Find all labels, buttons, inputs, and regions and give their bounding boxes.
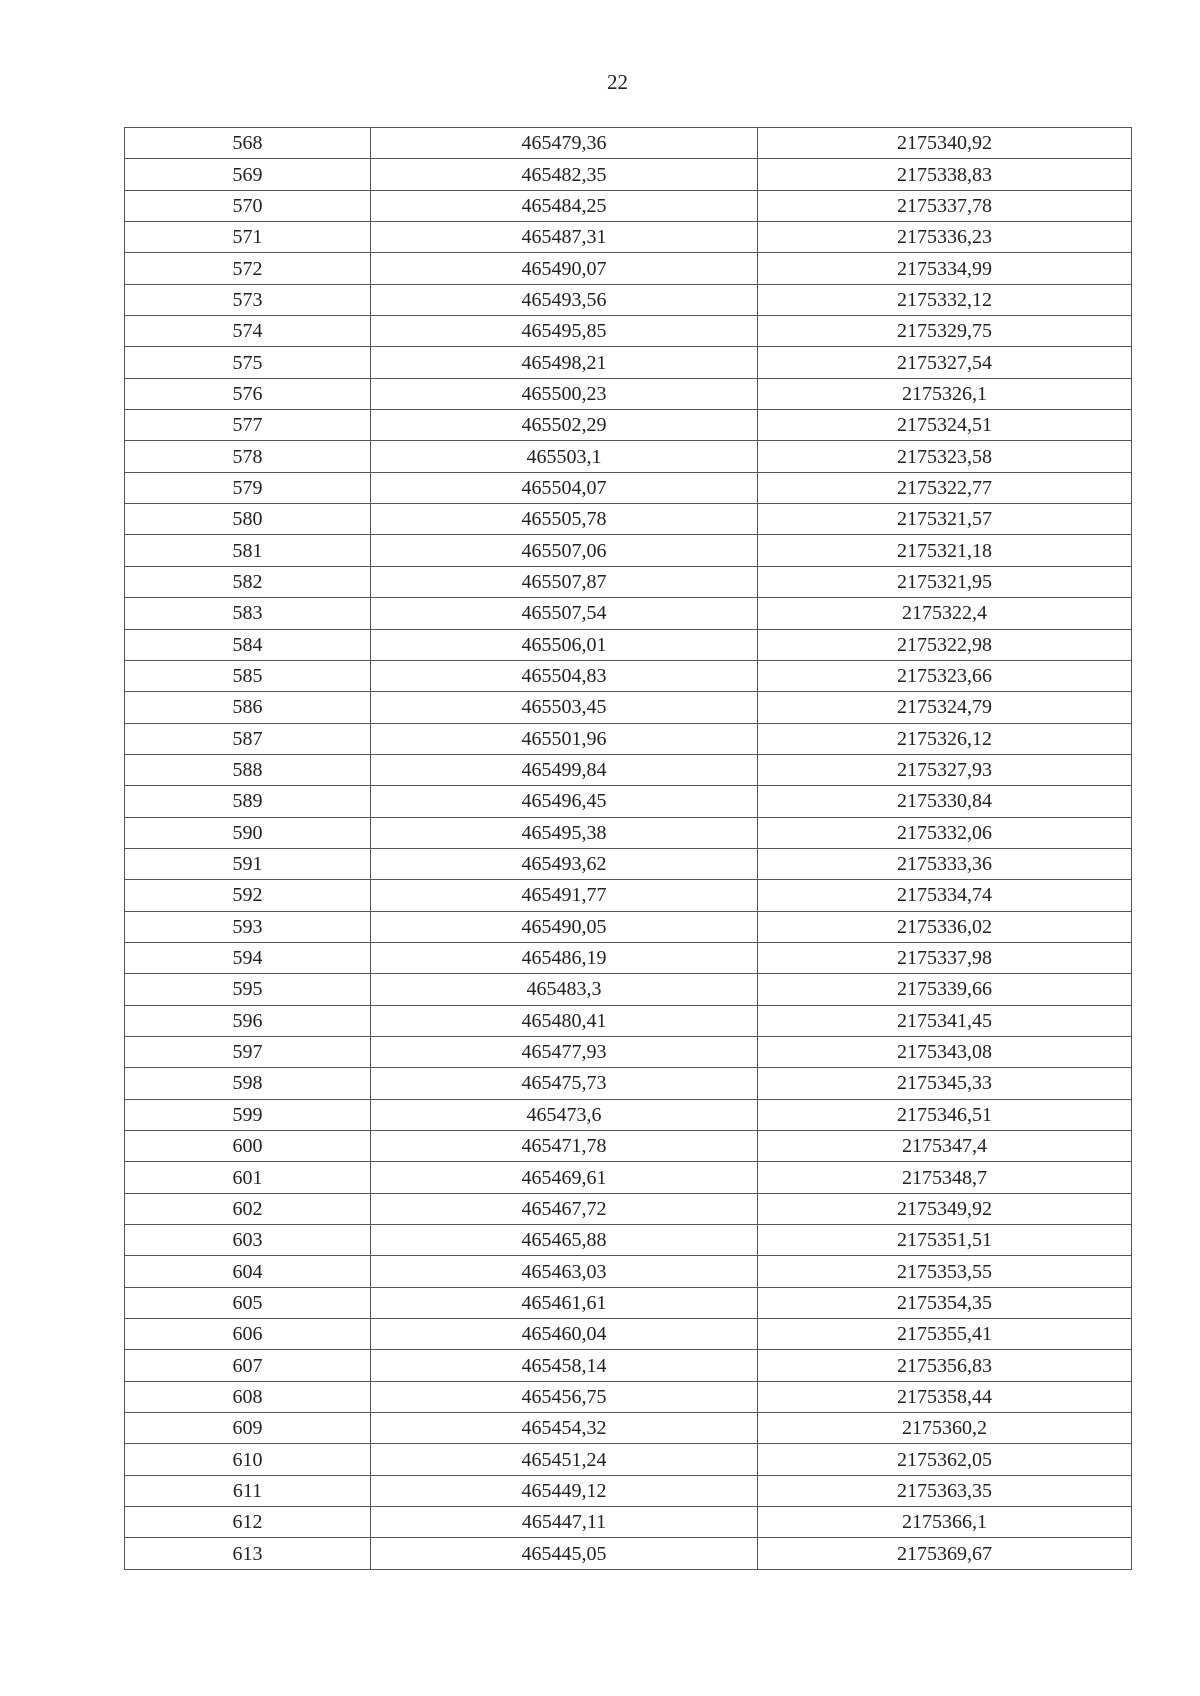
y-coordinate-cell: 2175341,45 xyxy=(758,1005,1132,1036)
x-coordinate-cell: 465451,24 xyxy=(371,1444,758,1475)
x-coordinate-cell: 465499,84 xyxy=(371,754,758,785)
point-number-cell: 594 xyxy=(125,942,371,973)
point-number-cell: 613 xyxy=(125,1538,371,1569)
point-number-cell: 575 xyxy=(125,347,371,378)
x-coordinate-cell: 465496,45 xyxy=(371,786,758,817)
x-coordinate-cell: 465482,35 xyxy=(371,159,758,190)
point-number-cell: 606 xyxy=(125,1319,371,1350)
y-coordinate-cell: 2175362,05 xyxy=(758,1444,1132,1475)
point-number-cell: 579 xyxy=(125,472,371,503)
point-number-cell: 584 xyxy=(125,629,371,660)
y-coordinate-cell: 2175323,58 xyxy=(758,441,1132,472)
point-number-cell: 612 xyxy=(125,1507,371,1538)
y-coordinate-cell: 2175343,08 xyxy=(758,1036,1132,1067)
y-coordinate-cell: 2175334,74 xyxy=(758,880,1132,911)
y-coordinate-cell: 2175329,75 xyxy=(758,316,1132,347)
x-coordinate-cell: 465480,41 xyxy=(371,1005,758,1036)
y-coordinate-cell: 2175346,51 xyxy=(758,1099,1132,1130)
x-coordinate-cell: 465501,96 xyxy=(371,723,758,754)
y-coordinate-cell: 2175366,1 xyxy=(758,1507,1132,1538)
x-coordinate-cell: 465502,29 xyxy=(371,410,758,441)
point-number-cell: 572 xyxy=(125,253,371,284)
table-row xyxy=(125,504,1132,535)
y-coordinate-cell: 2175358,44 xyxy=(758,1381,1132,1412)
y-coordinate-cell: 2175332,06 xyxy=(758,817,1132,848)
x-coordinate-cell: 465490,07 xyxy=(371,253,758,284)
table-row xyxy=(125,1005,1132,1036)
table-row xyxy=(125,1287,1132,1318)
x-coordinate-cell: 465483,3 xyxy=(371,974,758,1005)
table-row xyxy=(125,786,1132,817)
y-coordinate-cell: 2175322,4 xyxy=(758,598,1132,629)
x-coordinate-cell: 465454,32 xyxy=(371,1413,758,1444)
table-row xyxy=(125,1444,1132,1475)
table-row xyxy=(125,1507,1132,1538)
x-coordinate-cell: 465504,83 xyxy=(371,660,758,691)
x-coordinate-cell: 465463,03 xyxy=(371,1256,758,1287)
table-row xyxy=(125,190,1132,221)
y-coordinate-cell: 2175351,51 xyxy=(758,1225,1132,1256)
point-number-cell: 592 xyxy=(125,880,371,911)
point-number-cell: 598 xyxy=(125,1068,371,1099)
x-coordinate-cell: 465456,75 xyxy=(371,1381,758,1412)
point-number-cell: 600 xyxy=(125,1131,371,1162)
table-row xyxy=(125,1475,1132,1506)
point-number-cell: 569 xyxy=(125,159,371,190)
y-coordinate-cell: 2175345,33 xyxy=(758,1068,1132,1099)
point-number-cell: 580 xyxy=(125,504,371,535)
table-row xyxy=(125,817,1132,848)
point-number-cell: 570 xyxy=(125,190,371,221)
table-row xyxy=(125,1538,1132,1569)
x-coordinate-cell: 465493,62 xyxy=(371,848,758,879)
point-number-cell: 578 xyxy=(125,441,371,472)
point-number-cell: 589 xyxy=(125,786,371,817)
x-coordinate-cell: 465506,01 xyxy=(371,629,758,660)
point-number-cell: 586 xyxy=(125,692,371,723)
y-coordinate-cell: 2175324,51 xyxy=(758,410,1132,441)
point-number-cell: 591 xyxy=(125,848,371,879)
x-coordinate-cell: 465460,04 xyxy=(371,1319,758,1350)
table-row xyxy=(125,316,1132,347)
y-coordinate-cell: 2175348,7 xyxy=(758,1162,1132,1193)
table-row xyxy=(125,1068,1132,1099)
table-row xyxy=(125,911,1132,942)
x-coordinate-cell: 465495,85 xyxy=(371,316,758,347)
y-coordinate-cell: 2175327,93 xyxy=(758,754,1132,785)
table-row xyxy=(125,1350,1132,1381)
y-coordinate-cell: 2175336,23 xyxy=(758,222,1132,253)
x-coordinate-cell: 465498,21 xyxy=(371,347,758,378)
y-coordinate-cell: 2175332,12 xyxy=(758,284,1132,315)
x-coordinate-cell: 465503,1 xyxy=(371,441,758,472)
coordinates-table-body xyxy=(125,128,1132,1570)
table-row xyxy=(125,629,1132,660)
x-coordinate-cell: 465487,31 xyxy=(371,222,758,253)
y-coordinate-cell: 2175327,54 xyxy=(758,347,1132,378)
y-coordinate-cell: 2175340,92 xyxy=(758,128,1132,159)
point-number-cell: 611 xyxy=(125,1475,371,1506)
table-row xyxy=(125,1319,1132,1350)
table-row xyxy=(125,848,1132,879)
coordinates-table xyxy=(124,127,1132,1570)
table-row xyxy=(125,441,1132,472)
y-coordinate-cell: 2175338,83 xyxy=(758,159,1132,190)
x-coordinate-cell: 465479,36 xyxy=(371,128,758,159)
table-row xyxy=(125,159,1132,190)
y-coordinate-cell: 2175349,92 xyxy=(758,1193,1132,1224)
point-number-cell: 607 xyxy=(125,1350,371,1381)
page-number: 22 xyxy=(607,70,628,94)
table-row xyxy=(125,1413,1132,1444)
y-coordinate-cell: 2175326,1 xyxy=(758,378,1132,409)
point-number-cell: 585 xyxy=(125,660,371,691)
table-row xyxy=(125,1381,1132,1412)
x-coordinate-cell: 465507,06 xyxy=(371,535,758,566)
y-coordinate-cell: 2175324,79 xyxy=(758,692,1132,723)
table-row xyxy=(125,222,1132,253)
x-coordinate-cell: 465507,87 xyxy=(371,566,758,597)
x-coordinate-cell: 465471,78 xyxy=(371,1131,758,1162)
point-number-cell: 597 xyxy=(125,1036,371,1067)
y-coordinate-cell: 2175326,12 xyxy=(758,723,1132,754)
y-coordinate-cell: 2175356,83 xyxy=(758,1350,1132,1381)
table-row xyxy=(125,660,1132,691)
table-row xyxy=(125,347,1132,378)
y-coordinate-cell: 2175321,18 xyxy=(758,535,1132,566)
y-coordinate-cell: 2175334,99 xyxy=(758,253,1132,284)
table-row xyxy=(125,974,1132,1005)
point-number-cell: 590 xyxy=(125,817,371,848)
point-number-cell: 577 xyxy=(125,410,371,441)
point-number-cell: 601 xyxy=(125,1162,371,1193)
table-row xyxy=(125,472,1132,503)
y-coordinate-cell: 2175322,77 xyxy=(758,472,1132,503)
point-number-cell: 596 xyxy=(125,1005,371,1036)
table-row xyxy=(125,692,1132,723)
point-number-cell: 593 xyxy=(125,911,371,942)
table-row xyxy=(125,598,1132,629)
y-coordinate-cell: 2175336,02 xyxy=(758,911,1132,942)
y-coordinate-cell: 2175369,67 xyxy=(758,1538,1132,1569)
y-coordinate-cell: 2175330,84 xyxy=(758,786,1132,817)
table-row xyxy=(125,410,1132,441)
y-coordinate-cell: 2175355,41 xyxy=(758,1319,1132,1350)
point-number-cell: 568 xyxy=(125,128,371,159)
x-coordinate-cell: 465475,73 xyxy=(371,1068,758,1099)
point-number-cell: 599 xyxy=(125,1099,371,1130)
table-row xyxy=(125,378,1132,409)
point-number-cell: 582 xyxy=(125,566,371,597)
table-row xyxy=(125,1099,1132,1130)
x-coordinate-cell: 465495,38 xyxy=(371,817,758,848)
y-coordinate-cell: 2175333,36 xyxy=(758,848,1132,879)
y-coordinate-cell: 2175321,95 xyxy=(758,566,1132,597)
table-row xyxy=(125,1225,1132,1256)
point-number-cell: 602 xyxy=(125,1193,371,1224)
x-coordinate-cell: 465467,72 xyxy=(371,1193,758,1224)
x-coordinate-cell: 465490,05 xyxy=(371,911,758,942)
point-number-cell: 604 xyxy=(125,1256,371,1287)
y-coordinate-cell: 2175360,2 xyxy=(758,1413,1132,1444)
x-coordinate-cell: 465505,78 xyxy=(371,504,758,535)
table-row xyxy=(125,253,1132,284)
y-coordinate-cell: 2175363,35 xyxy=(758,1475,1132,1506)
point-number-cell: 576 xyxy=(125,378,371,409)
x-coordinate-cell: 465486,19 xyxy=(371,942,758,973)
point-number-cell: 571 xyxy=(125,222,371,253)
table-row xyxy=(125,880,1132,911)
table-row xyxy=(125,754,1132,785)
x-coordinate-cell: 465458,14 xyxy=(371,1350,758,1381)
x-coordinate-cell: 465449,12 xyxy=(371,1475,758,1506)
y-coordinate-cell: 2175354,35 xyxy=(758,1287,1132,1318)
y-coordinate-cell: 2175321,57 xyxy=(758,504,1132,535)
point-number-cell: 595 xyxy=(125,974,371,1005)
x-coordinate-cell: 465503,45 xyxy=(371,692,758,723)
table-row xyxy=(125,942,1132,973)
point-number-cell: 610 xyxy=(125,1444,371,1475)
x-coordinate-cell: 465469,61 xyxy=(371,1162,758,1193)
x-coordinate-cell: 465477,93 xyxy=(371,1036,758,1067)
x-coordinate-cell: 465445,05 xyxy=(371,1538,758,1569)
x-coordinate-cell: 465507,54 xyxy=(371,598,758,629)
point-number-cell: 581 xyxy=(125,535,371,566)
x-coordinate-cell: 465465,88 xyxy=(371,1225,758,1256)
x-coordinate-cell: 465500,23 xyxy=(371,378,758,409)
y-coordinate-cell: 2175323,66 xyxy=(758,660,1132,691)
point-number-cell: 608 xyxy=(125,1381,371,1412)
x-coordinate-cell: 465447,11 xyxy=(371,1507,758,1538)
x-coordinate-cell: 465504,07 xyxy=(371,472,758,503)
table-row xyxy=(125,284,1132,315)
y-coordinate-cell: 2175337,98 xyxy=(758,942,1132,973)
x-coordinate-cell: 465473,6 xyxy=(371,1099,758,1130)
table-row xyxy=(125,1036,1132,1067)
point-number-cell: 605 xyxy=(125,1287,371,1318)
point-number-cell: 603 xyxy=(125,1225,371,1256)
point-number-cell: 609 xyxy=(125,1413,371,1444)
table-row xyxy=(125,566,1132,597)
point-number-cell: 574 xyxy=(125,316,371,347)
point-number-cell: 573 xyxy=(125,284,371,315)
y-coordinate-cell: 2175337,78 xyxy=(758,190,1132,221)
table-row xyxy=(125,535,1132,566)
point-number-cell: 587 xyxy=(125,723,371,754)
table-row xyxy=(125,1131,1132,1162)
y-coordinate-cell: 2175322,98 xyxy=(758,629,1132,660)
y-coordinate-cell: 2175339,66 xyxy=(758,974,1132,1005)
y-coordinate-cell: 2175347,4 xyxy=(758,1131,1132,1162)
x-coordinate-cell: 465493,56 xyxy=(371,284,758,315)
x-coordinate-cell: 465484,25 xyxy=(371,190,758,221)
point-number-cell: 588 xyxy=(125,754,371,785)
y-coordinate-cell: 2175353,55 xyxy=(758,1256,1132,1287)
point-number-cell: 583 xyxy=(125,598,371,629)
x-coordinate-cell: 465491,77 xyxy=(371,880,758,911)
table-row xyxy=(125,1162,1132,1193)
x-coordinate-cell: 465461,61 xyxy=(371,1287,758,1318)
table-row xyxy=(125,1193,1132,1224)
table-row xyxy=(125,723,1132,754)
table-row xyxy=(125,128,1132,159)
table-row xyxy=(125,1256,1132,1287)
